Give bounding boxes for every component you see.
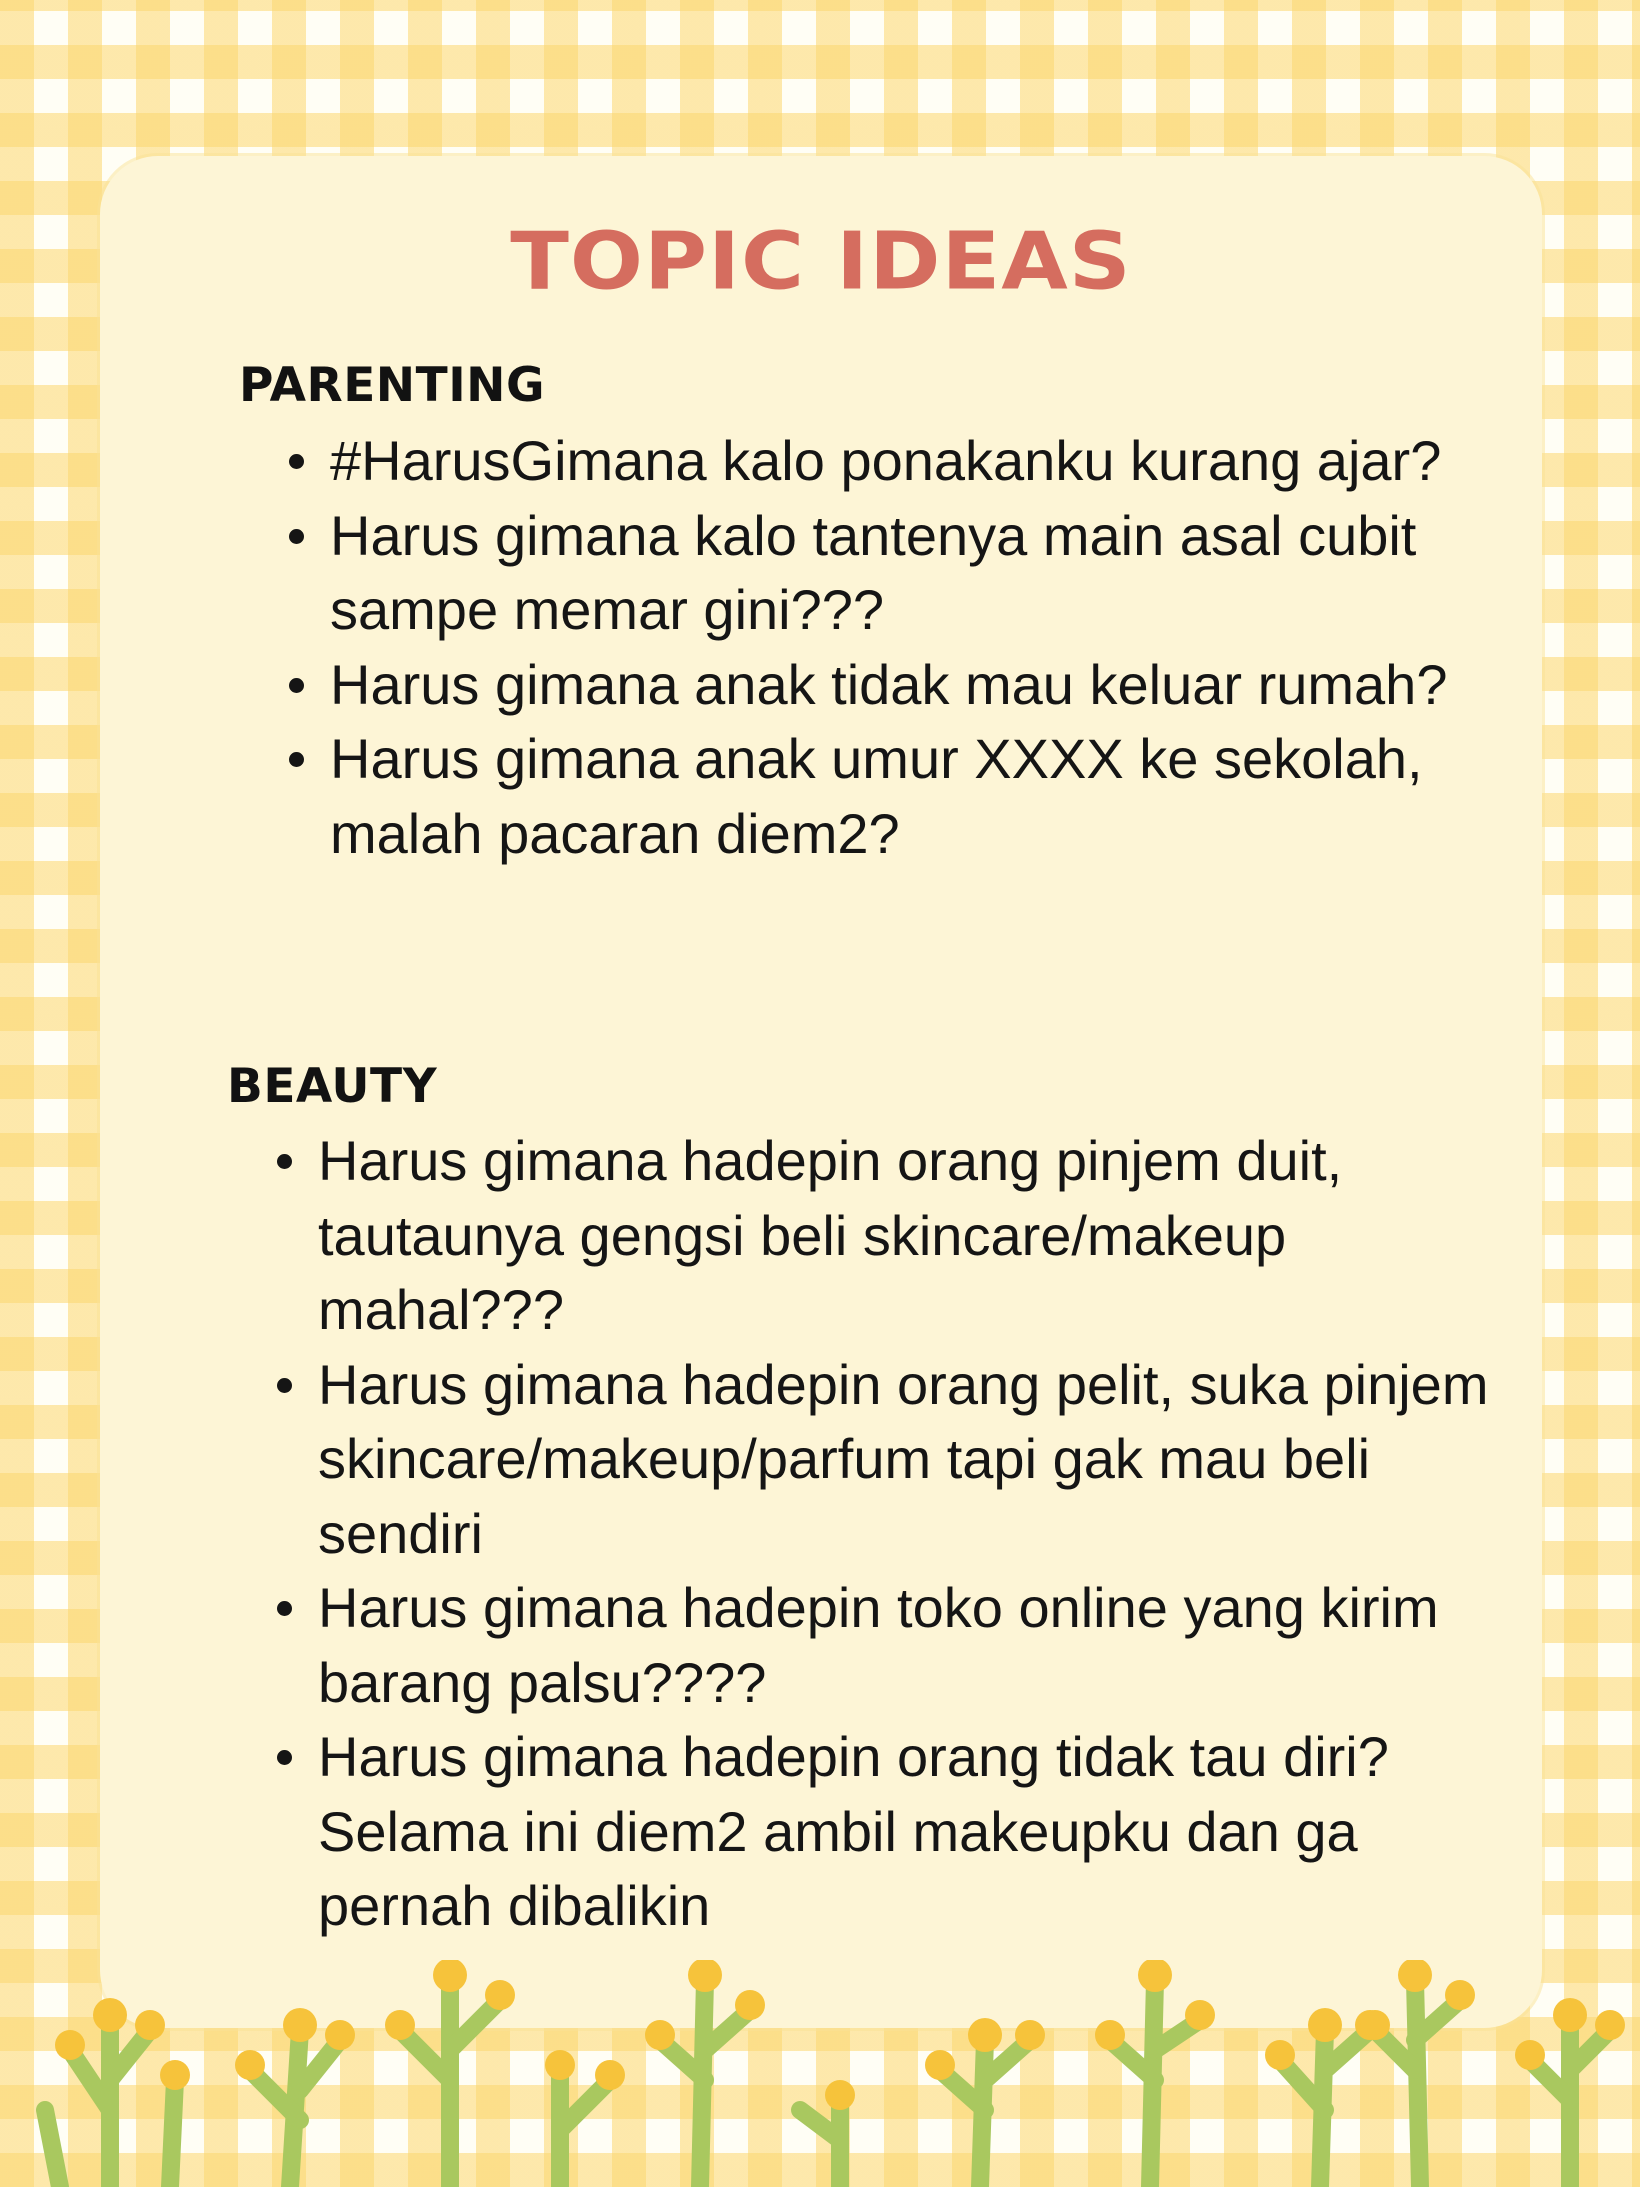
parenting-list [289,424,1489,871]
section-heading-parenting: PARENTING [239,358,546,413]
list-item: Harus gimana kalo tantenya main asal cubit sampe memar gini??? [289,499,1489,648]
list-item: Harus gimana hadepin orang tidak tau diri? Selama ini diem2 ambil makeupku dan ga pernah dibalikin [277,1720,1502,1944]
list-item: Harus gimana anak umur XXXX ke sekolah, malah pacaran diem2? [289,722,1489,871]
beauty-list [277,1124,1502,1944]
list-item: Harus gimana anak tidak mau keluar rumah? [289,648,1489,723]
section-heading-beauty: BEAUTY [227,1059,438,1114]
content-card [100,156,1542,2028]
list-item: Harus gimana hadepin orang pinjem duit, tautaunya gengsi beli skincare/makeup mahal??? [277,1124,1502,1348]
page-title: TOPIC IDEAS [510,216,1132,308]
list-item: Harus gimana hadepin toko online yang kirim barang palsu???? [277,1571,1502,1720]
flower-border-illustration [0,1960,1640,2187]
list-item: #HarusGimana kalo ponakanku kurang ajar? [289,424,1489,499]
list-item: Harus gimana hadepin orang pelit, suka pinjem skincare/makeup/parfum tapi gak mau beli sendiri [277,1348,1502,1572]
